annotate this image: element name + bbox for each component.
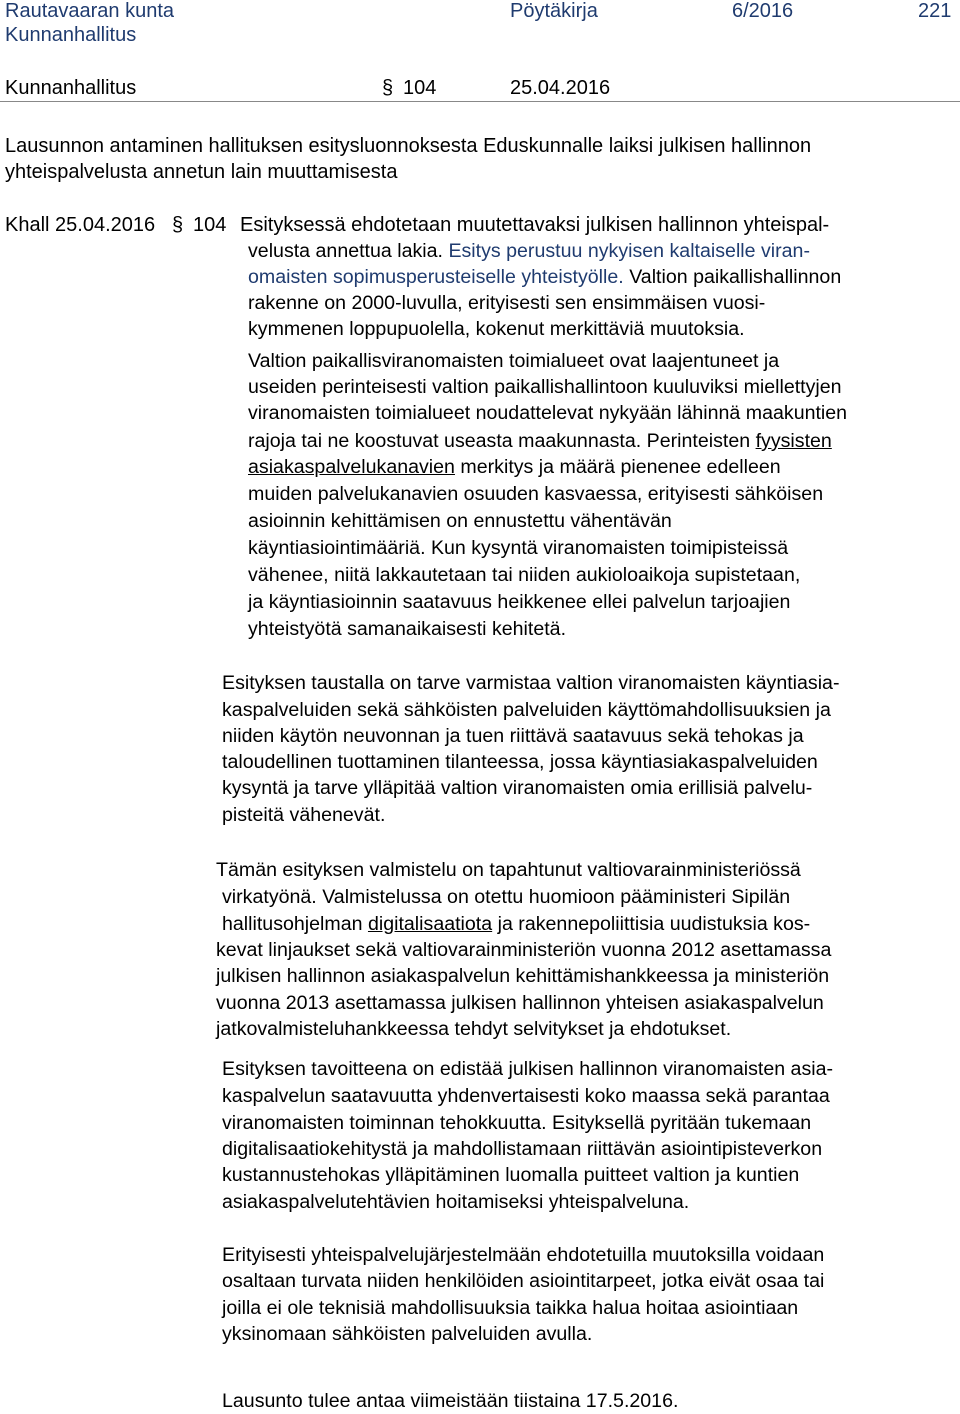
header-page-number: 221	[918, 0, 952, 22]
para2-line: kysyntä ja tarve ylläpitää valtion viranomaisten omia erillisiä palvelu-	[222, 777, 813, 799]
block1-line: ja käyntiasioinnin saatavuus heikkenee ellei palvelun tarjoajien	[248, 591, 791, 613]
para2-line: pisteitä vähenevät.	[222, 804, 386, 826]
block1-line: muiden palvelukanavien osuuden kasvaessa, erityisesti sähköisen	[248, 483, 824, 505]
para4-line: kustannustehokas ylläpitäminen luomalla puitteet valtion ja kuntien	[222, 1164, 800, 1186]
khall-lead: Esityksessä ehdotetaan muutettavaksi julkisen hallinnon yhteispal-	[240, 214, 830, 236]
para4-line: kaspalvelun saatavuutta yhdenvertaisesti koko maassa sekä parantaa	[222, 1085, 830, 1107]
section-date: 25.04.2016	[510, 77, 611, 99]
block1-line: viranomaisten toimialueet noudattelevat nykyään lähinnä maakuntien	[248, 402, 848, 424]
para2-line: Esityksen taustalla on tarve varmistaa valtion viranomaisten käyntiasia-	[222, 672, 840, 694]
block1-line: velusta annettua lakia. Esitys perustuu nykyisen kaltaiselle viran-	[248, 240, 810, 262]
para2-line: niiden käytön neuvonnan ja tuen riittävä saatavuus sekä tehokas ja	[222, 725, 804, 747]
para3-line: jatkovalmisteluhankkeessa tehdyt selvitykset ja ehdotukset.	[216, 1018, 732, 1040]
para5-line: osaltaan turvata niiden henkilöiden asiointitarpeet, jotka eivät osaa tai	[222, 1270, 825, 1292]
block1-line: useiden perinteisesti valtion paikallishallintoon kuuluviksi miellettyjen	[248, 376, 842, 398]
khall-ref: Khall 25.04.2016	[5, 214, 156, 236]
section-divider	[0, 101, 960, 102]
block1-line: käyntiasiointimääriä. Kun kysyntä viranomaisten toimipisteissä	[248, 537, 789, 559]
para4-line: viranomaisten toiminnan tehokkuutta. Esityksellä pyritään tukemaan	[222, 1112, 812, 1134]
header-doc-type: Pöytäkirja	[510, 0, 598, 22]
para2-line: taloudellinen tuottaminen tilanteessa, jossa käyntiasiakaspalveluiden	[222, 751, 818, 773]
block1-line: Valtion paikallisviranomaisten toimialueet ovat laajentuneet ja	[248, 350, 780, 372]
link-digitalisaatiota: digitalisaatiota	[367, 913, 493, 935]
title-line-1: Lausunnon antaminen hallituksen esitysluonnoksesta Eduskunnalle laiksi julkisen hallinnon	[5, 135, 812, 157]
para5-line: Erityisesti yhteispalvelujärjestelmään ehdotetuilla muutoksilla voidaan	[222, 1244, 825, 1266]
section-number: 104	[403, 77, 437, 99]
block1-line: vähenee, niitä lakkautetaan tai niiden aukioloaikoja supistetaan,	[248, 564, 801, 586]
block1-line: kymmenen loppupuolella, kokenut merkittäviä muutoksia.	[248, 318, 745, 340]
header-organ: Kunnanhallitus	[5, 24, 137, 46]
header-issue: 6/2016	[732, 0, 794, 22]
section-sign-icon: §	[382, 77, 394, 99]
block1-line: asioinnin kehittämisen on ennustettu vähentävän	[248, 510, 672, 532]
closing-line: Lausunto tulee antaa viimeistään tiistaina 17.5.2016.	[222, 1390, 679, 1412]
para3-line: Tämän esityksen valmistelu on tapahtunut valtiovarainministeriössä	[216, 859, 801, 881]
para5-line: yksinomaan sähköisten palveluiden avulla.	[222, 1323, 593, 1345]
khall-section: 104	[193, 214, 227, 236]
para3-line: vuonna 2013 asettamassa julkisen hallinnon yhteisen asiakaspalvelun	[216, 992, 824, 1014]
para5-line: joilla ei ole teknisiä mahdollisuuksia taikka halua hoitaa asiointiaan	[222, 1297, 799, 1319]
para4-line: Esityksen tavoitteena on edistää julkisen hallinnon viranomaisten asia-	[222, 1058, 834, 1080]
header-municipality: Rautavaaran kunta	[5, 0, 175, 22]
title-line-2: yhteispalvelusta annetun lain muuttamisesta	[5, 161, 398, 183]
para3-line: virkatyönä. Valmistelussa on otettu huomioon pääministeri Sipilän	[222, 886, 791, 908]
link-fyysisten: fyysisten	[755, 430, 832, 452]
section-sign-icon-2: §	[172, 214, 184, 236]
para2-line: kaspalveluiden sekä sähköisten palveluiden käyttömahdollisuuksien ja	[222, 699, 831, 721]
para3-line: kevat linjaukset sekä valtiovarainministeriön vuonna 2012 asettamassa	[216, 939, 832, 961]
block1-line: omaisten sopimusperusteiselle yhteistyölle. Valtion paikallishallinnon	[248, 266, 842, 288]
link-asiakaspalvelukanavien: asiakaspalvelukanavien	[248, 456, 455, 478]
block1-line: rajoja tai ne koostuvat useasta maakunnasta. Perinteisten fyysisten	[248, 430, 832, 452]
para3-line: hallitusohjelman digitalisaatiota ja rakennepoliittisia uudistuksia kos-	[222, 913, 811, 935]
block1-line: rakenne on 2000-luvulla, erityisesti sen ensimmäisen vuosi-	[248, 292, 766, 314]
para4-line: digitalisaatiokehitystä ja mahdollistamaan riittävän asiointipisteverkon	[222, 1138, 823, 1160]
para3-line: julkisen hallinnon asiakaspalvelun kehittämishankkeessa ja ministeriön	[216, 965, 830, 987]
section-organ: Kunnanhallitus	[5, 77, 137, 99]
block1-line: asiakaspalvelukanavien merkitys ja määrä pienenee edelleen	[248, 456, 781, 478]
para4-line: asiakaspalvelutehtävien hoitamiseksi yhteispalveluna.	[222, 1191, 690, 1213]
block1-line: yhteistyötä samanaikaisesti kehitetä.	[248, 618, 567, 640]
